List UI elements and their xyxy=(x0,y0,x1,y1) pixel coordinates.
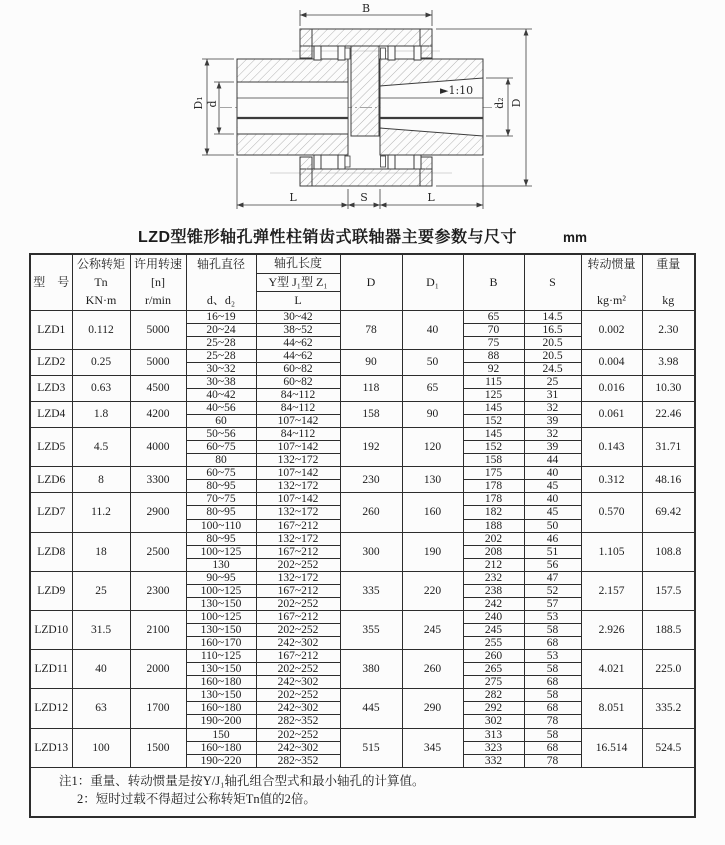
cell-B: 188 xyxy=(463,519,524,532)
note-2: 2：短时过载不得超过公称转矩Tn值的2倍。 xyxy=(77,792,316,807)
cell-weight: 10.30 xyxy=(642,375,695,401)
cell-S: 47 xyxy=(524,571,581,584)
cell-bore-range: 60 xyxy=(186,415,256,428)
cell-length-range: 44~62 xyxy=(256,349,340,362)
cell-B: 232 xyxy=(463,571,524,584)
cell-B: 282 xyxy=(463,689,524,702)
cell-bore-range: 25~28 xyxy=(186,336,256,349)
cell-inertia: 0.004 xyxy=(581,349,642,375)
cell-weight: 31.71 xyxy=(642,428,695,467)
table-row xyxy=(30,401,695,414)
cell-bore-range: 100~125 xyxy=(186,545,256,558)
cell-B: 65 xyxy=(463,310,524,323)
header-speed-unit: r/min xyxy=(145,292,171,307)
cell-speed: 2500 xyxy=(130,532,186,571)
cell-length-range: 44~62 xyxy=(256,336,340,349)
cell-S: 20.5 xyxy=(524,349,581,362)
cell-B: 178 xyxy=(463,480,524,493)
cell-length-range: 107~142 xyxy=(256,467,340,480)
cell-length-range: 242~302 xyxy=(256,741,340,754)
table-row xyxy=(30,310,695,323)
col-header-torque xyxy=(72,254,130,310)
cell-torque: 4.5 xyxy=(72,428,130,467)
cell-B: 182 xyxy=(463,506,524,519)
cell-inertia: 2.157 xyxy=(581,571,642,610)
cell-bore-range: 30~38 xyxy=(186,375,256,388)
cell-B: 145 xyxy=(463,428,524,441)
header-speed-symbol: [n] xyxy=(151,274,165,289)
cell-S: 68 xyxy=(524,637,581,650)
cell-S: 58 xyxy=(524,728,581,741)
cell-bore-range: 60~75 xyxy=(186,441,256,454)
cell-length-range: 167~212 xyxy=(256,584,340,597)
cell-bore-range: 70~75 xyxy=(186,493,256,506)
cell-length-range: 132~172 xyxy=(256,571,340,584)
cell-length-range: 202~252 xyxy=(256,597,340,610)
cell-B: 178 xyxy=(463,493,524,506)
notes-row xyxy=(30,767,695,817)
cell-speed: 5000 xyxy=(130,349,186,375)
cell-S: 56 xyxy=(524,558,581,571)
col-header-bore xyxy=(186,254,256,310)
col-header-weight xyxy=(642,254,695,310)
cell-speed: 2000 xyxy=(130,650,186,689)
cell-bore-range: 80 xyxy=(186,454,256,467)
cell-length-range: 38~52 xyxy=(256,323,340,336)
cell-length-range: 132~172 xyxy=(256,506,340,519)
cell-bore-range: 130 xyxy=(186,558,256,571)
cell-S: 32 xyxy=(524,428,581,441)
col-header-inertia xyxy=(581,254,642,310)
cell-weight: 335.2 xyxy=(642,689,695,728)
col-header-D: D xyxy=(340,254,402,310)
cell-speed: 4000 xyxy=(130,428,186,467)
cell-inertia: 8.051 xyxy=(581,689,642,728)
cell-bore-range: 130~150 xyxy=(186,663,256,676)
cell-inertia: 0.002 xyxy=(581,310,642,349)
cell-length-range: 202~252 xyxy=(256,728,340,741)
cell-bore-range: 40~42 xyxy=(186,388,256,401)
cell-length-range: 132~172 xyxy=(256,454,340,467)
cell-S: 45 xyxy=(524,480,581,493)
cell-S: 24.5 xyxy=(524,362,581,375)
cell-model: LZD11 xyxy=(30,650,72,689)
cell-S: 32 xyxy=(524,401,581,414)
cell-S: 45 xyxy=(524,506,581,519)
cell-D1: 190 xyxy=(402,532,463,571)
col-header-B: B xyxy=(463,254,524,310)
cell-S: 14.5 xyxy=(524,310,581,323)
cell-D1: 260 xyxy=(402,650,463,689)
header-length-types: Y型 J₁型 Z₁ xyxy=(257,273,340,292)
dim-label-s: S xyxy=(360,191,368,204)
cell-model: LZD13 xyxy=(30,728,72,767)
cell-length-range: 30~42 xyxy=(256,310,340,323)
cell-S: 58 xyxy=(524,663,581,676)
cell-D: 335 xyxy=(340,571,402,610)
cell-inertia: 16.514 xyxy=(581,728,642,767)
dim-label-d2: d₂ xyxy=(493,97,506,109)
table-row xyxy=(30,650,695,663)
table-row xyxy=(30,375,695,388)
cell-weight: 225.0 xyxy=(642,650,695,689)
cell-B: 240 xyxy=(463,610,524,623)
cell-S: 31 xyxy=(524,388,581,401)
cell-S: 78 xyxy=(524,754,581,767)
cell-torque: 18 xyxy=(72,532,130,571)
dim-label-l-right: L xyxy=(427,191,435,204)
cell-S: 68 xyxy=(524,702,581,715)
cell-D1: 290 xyxy=(402,689,463,728)
cell-speed: 5000 xyxy=(130,310,186,349)
cell-bore-range: 130~150 xyxy=(186,597,256,610)
cell-D1: 40 xyxy=(402,310,463,349)
cell-D: 90 xyxy=(340,349,402,375)
cell-D: 515 xyxy=(340,728,402,767)
cell-D1: 160 xyxy=(402,493,463,532)
cell-model: LZD10 xyxy=(30,610,72,649)
cell-S: 51 xyxy=(524,545,581,558)
cell-model: LZD7 xyxy=(30,493,72,532)
cell-B: 125 xyxy=(463,388,524,401)
cell-S: 58 xyxy=(524,624,581,637)
cell-bore-range: 60~75 xyxy=(186,467,256,480)
cell-speed: 4500 xyxy=(130,375,186,401)
cell-D: 118 xyxy=(340,375,402,401)
cell-weight: 108.8 xyxy=(642,532,695,571)
cell-S: 46 xyxy=(524,532,581,545)
cell-S: 39 xyxy=(524,415,581,428)
cell-B: 245 xyxy=(463,624,524,637)
cell-bore-range: 50~56 xyxy=(186,428,256,441)
cell-bore-range: 190~220 xyxy=(186,754,256,767)
cell-bore-range: 80~95 xyxy=(186,532,256,545)
table-row xyxy=(30,689,695,702)
cell-S: 39 xyxy=(524,441,581,454)
dim-label-l-left: L xyxy=(289,191,297,204)
cell-B: 92 xyxy=(463,362,524,375)
cell-torque: 11.2 xyxy=(72,493,130,532)
cell-torque: 25 xyxy=(72,571,130,610)
cell-torque: 0.25 xyxy=(72,349,130,375)
cell-bore-range: 80~95 xyxy=(186,480,256,493)
header-length-title: 轴孔长度 xyxy=(273,256,322,271)
cell-D: 230 xyxy=(340,467,402,493)
cell-B: 75 xyxy=(463,336,524,349)
cell-model: LZD6 xyxy=(30,467,72,493)
notes-cell xyxy=(30,767,695,817)
cell-weight: 157.5 xyxy=(642,571,695,610)
cell-length-range: 242~302 xyxy=(256,676,340,689)
cell-model: LZD3 xyxy=(30,375,72,401)
taper-label: ►1:10 xyxy=(440,84,474,97)
cell-S: 78 xyxy=(524,715,581,728)
cell-length-range: 242~302 xyxy=(256,637,340,650)
dim-label-D: D xyxy=(510,98,523,108)
cell-bore-range: 190~200 xyxy=(186,715,256,728)
cell-D: 260 xyxy=(340,493,402,532)
cell-bore-range: 160~180 xyxy=(186,676,256,689)
header-weight-unit: kg xyxy=(662,292,675,307)
cell-B: 208 xyxy=(463,545,524,558)
cell-B: 158 xyxy=(463,454,524,467)
header-bore-title: 轴孔直径 xyxy=(196,257,245,271)
cell-D1: 50 xyxy=(402,349,463,375)
dim-label-d: d xyxy=(206,100,219,108)
header-torque-unit: KN·m xyxy=(85,292,117,307)
coupling-drawing xyxy=(0,0,725,218)
cell-inertia: 1.105 xyxy=(581,532,642,571)
table-header xyxy=(30,254,695,310)
cell-B: 332 xyxy=(463,754,524,767)
cell-torque: 63 xyxy=(72,689,130,728)
cell-S: 40 xyxy=(524,493,581,506)
cell-length-range: 282~352 xyxy=(256,715,340,728)
cell-weight: 188.5 xyxy=(642,610,695,649)
cell-weight: 22.46 xyxy=(642,401,695,427)
cell-B: 88 xyxy=(463,349,524,362)
cell-inertia: 0.570 xyxy=(581,493,642,532)
table-row xyxy=(30,610,695,623)
cell-model: LZD5 xyxy=(30,428,72,467)
cell-length-range: 167~212 xyxy=(256,610,340,623)
cell-length-range: 202~252 xyxy=(256,624,340,637)
cell-length-range: 107~142 xyxy=(256,441,340,454)
cell-S: 57 xyxy=(524,597,581,610)
header-inertia-unit: kg·m² xyxy=(597,292,626,307)
cell-inertia: 0.312 xyxy=(581,467,642,493)
dim-label-b: B xyxy=(361,2,371,15)
cell-length-range: 60~82 xyxy=(256,362,340,375)
cell-length-range: 167~212 xyxy=(256,650,340,663)
cell-D1: 345 xyxy=(402,728,463,767)
cell-torque: 8 xyxy=(72,467,130,493)
cell-length-range: 282~352 xyxy=(256,754,340,767)
parameters-table xyxy=(29,253,696,818)
cell-torque: 100 xyxy=(72,728,130,767)
cell-inertia: 0.061 xyxy=(581,401,642,427)
cell-length-range: 202~252 xyxy=(256,558,340,571)
cell-B: 202 xyxy=(463,532,524,545)
cell-model: LZD1 xyxy=(30,310,72,349)
table-row xyxy=(30,532,695,545)
cell-S: 52 xyxy=(524,584,581,597)
cell-bore-range: 100~125 xyxy=(186,584,256,597)
cell-B: 323 xyxy=(463,741,524,754)
cell-B: 152 xyxy=(463,415,524,428)
coupling-outline xyxy=(220,29,503,186)
cell-bore-range: 40~56 xyxy=(186,401,256,414)
cell-S: 53 xyxy=(524,610,581,623)
cell-B: 175 xyxy=(463,467,524,480)
cell-model: LZD4 xyxy=(30,401,72,427)
header-model-label: 型 号 xyxy=(33,274,70,289)
cell-S: 53 xyxy=(524,650,581,663)
header-speed-title: 许用转速 xyxy=(133,257,182,271)
cell-B: 212 xyxy=(463,558,524,571)
cell-B: 145 xyxy=(463,401,524,414)
table-row xyxy=(30,467,695,480)
cell-D1: 130 xyxy=(402,467,463,493)
cell-S: 50 xyxy=(524,519,581,532)
cell-torque: 40 xyxy=(72,650,130,689)
cell-S: 40 xyxy=(524,467,581,480)
cell-D1: 65 xyxy=(402,375,463,401)
cell-S: 16.5 xyxy=(524,323,581,336)
cell-D: 380 xyxy=(340,650,402,689)
cell-speed: 2900 xyxy=(130,493,186,532)
table-footer xyxy=(30,767,695,817)
cell-inertia: 0.143 xyxy=(581,428,642,467)
cell-length-range: 107~142 xyxy=(256,493,340,506)
cell-B: 292 xyxy=(463,702,524,715)
cell-torque: 31.5 xyxy=(72,610,130,649)
cell-D: 192 xyxy=(340,428,402,467)
cell-B: 302 xyxy=(463,715,524,728)
cell-B: 260 xyxy=(463,650,524,663)
cell-D: 300 xyxy=(340,532,402,571)
header-torque-title: 公称转矩 xyxy=(76,257,125,271)
cell-B: 265 xyxy=(463,663,524,676)
note-1: 注1：重量、转动惯量是按Y/J₁轴孔组合型式和最小轴孔的计算值。 xyxy=(59,773,425,788)
cell-weight: 48.16 xyxy=(642,467,695,493)
unit-label: mm xyxy=(563,230,588,245)
col-header-speed xyxy=(130,254,186,310)
cell-torque: 0.112 xyxy=(72,310,130,349)
header-torque-symbol: Tn xyxy=(94,274,108,289)
cell-length-range: 84~112 xyxy=(256,428,340,441)
col-header-length xyxy=(256,254,340,310)
cell-S: 20.5 xyxy=(524,336,581,349)
cell-weight: 69.42 xyxy=(642,493,695,532)
table-row xyxy=(30,493,695,506)
cell-speed: 2300 xyxy=(130,571,186,610)
cell-S: 44 xyxy=(524,454,581,467)
cell-inertia: 4.021 xyxy=(581,650,642,689)
cell-D1: 120 xyxy=(402,428,463,467)
cell-length-range: 242~302 xyxy=(256,702,340,715)
table-row xyxy=(30,428,695,441)
cell-bore-range: 90~95 xyxy=(186,571,256,584)
cell-torque: 1.8 xyxy=(72,401,130,427)
cell-bore-range: 100~125 xyxy=(186,610,256,623)
cell-speed: 1700 xyxy=(130,689,186,728)
cell-B: 242 xyxy=(463,597,524,610)
table-row xyxy=(30,349,695,362)
cell-bore-range: 16~19 xyxy=(186,310,256,323)
cell-length-range: 60~82 xyxy=(256,375,340,388)
cell-B: 275 xyxy=(463,676,524,689)
cell-inertia: 2.926 xyxy=(581,610,642,649)
table-body xyxy=(30,310,695,767)
cell-D: 158 xyxy=(340,401,402,427)
cell-length-range: 202~252 xyxy=(256,689,340,702)
cell-length-range: 167~212 xyxy=(256,545,340,558)
cell-D1: 90 xyxy=(402,401,463,427)
cell-bore-range: 25~28 xyxy=(186,349,256,362)
cell-model: LZD9 xyxy=(30,571,72,610)
col-header-model xyxy=(30,254,72,310)
cell-weight: 524.5 xyxy=(642,728,695,767)
cell-speed: 4200 xyxy=(130,401,186,427)
cell-B: 115 xyxy=(463,375,524,388)
header-weight-title: 重量 xyxy=(656,257,681,271)
cell-bore-range: 160~180 xyxy=(186,741,256,754)
cell-speed: 3300 xyxy=(130,467,186,493)
title-row xyxy=(0,224,725,246)
cell-inertia: 0.016 xyxy=(581,375,642,401)
col-header-D1: D₁ xyxy=(402,254,463,310)
cell-S: 68 xyxy=(524,741,581,754)
cell-torque: 0.63 xyxy=(72,375,130,401)
cell-B: 255 xyxy=(463,637,524,650)
page-title: LZD型锥形轴孔弹性柱销齿式联轴器主要参数与尺寸 xyxy=(137,229,518,246)
cell-S: 25 xyxy=(524,375,581,388)
cell-bore-range: 100~110 xyxy=(186,519,256,532)
cell-B: 238 xyxy=(463,584,524,597)
header-length-symbol: L xyxy=(257,291,340,310)
dim-label-D1: D₁ xyxy=(192,96,205,110)
cell-bore-range: 130~150 xyxy=(186,624,256,637)
cell-length-range: 132~172 xyxy=(256,480,340,493)
cell-speed: 1500 xyxy=(130,728,186,767)
cell-S: 68 xyxy=(524,676,581,689)
cell-model: LZD2 xyxy=(30,349,72,375)
cell-model: LZD12 xyxy=(30,689,72,728)
header-bore-symbol: d、d₂ xyxy=(206,292,236,307)
cell-model: LZD8 xyxy=(30,532,72,571)
cell-S: 58 xyxy=(524,689,581,702)
cell-length-range: 84~112 xyxy=(256,401,340,414)
cell-D1: 245 xyxy=(402,610,463,649)
cell-bore-range: 110~125 xyxy=(186,650,256,663)
cell-length-range: 167~212 xyxy=(256,519,340,532)
cell-length-range: 107~142 xyxy=(256,415,340,428)
cell-weight: 2.30 xyxy=(642,310,695,349)
cell-length-range: 132~172 xyxy=(256,532,340,545)
cell-bore-range: 160~170 xyxy=(186,637,256,650)
col-header-S: S xyxy=(524,254,581,310)
cell-D: 78 xyxy=(340,310,402,349)
cell-weight: 3.98 xyxy=(642,349,695,375)
cell-D: 355 xyxy=(340,610,402,649)
cell-length-range: 84~112 xyxy=(256,388,340,401)
cell-D1: 220 xyxy=(402,571,463,610)
cell-bore-range: 20~24 xyxy=(186,323,256,336)
cell-bore-range: 30~32 xyxy=(186,362,256,375)
cell-bore-range: 130~150 xyxy=(186,689,256,702)
cell-B: 70 xyxy=(463,323,524,336)
header-inertia-title: 转动惯量 xyxy=(587,257,636,271)
cell-bore-range: 160~180 xyxy=(186,702,256,715)
cell-length-range: 202~252 xyxy=(256,663,340,676)
cell-bore-range: 150 xyxy=(186,728,256,741)
table-row xyxy=(30,728,695,741)
table-row xyxy=(30,571,695,584)
cell-D: 445 xyxy=(340,689,402,728)
cell-B: 313 xyxy=(463,728,524,741)
cell-B: 152 xyxy=(463,441,524,454)
cell-bore-range: 80~95 xyxy=(186,506,256,519)
cell-speed: 2100 xyxy=(130,610,186,649)
